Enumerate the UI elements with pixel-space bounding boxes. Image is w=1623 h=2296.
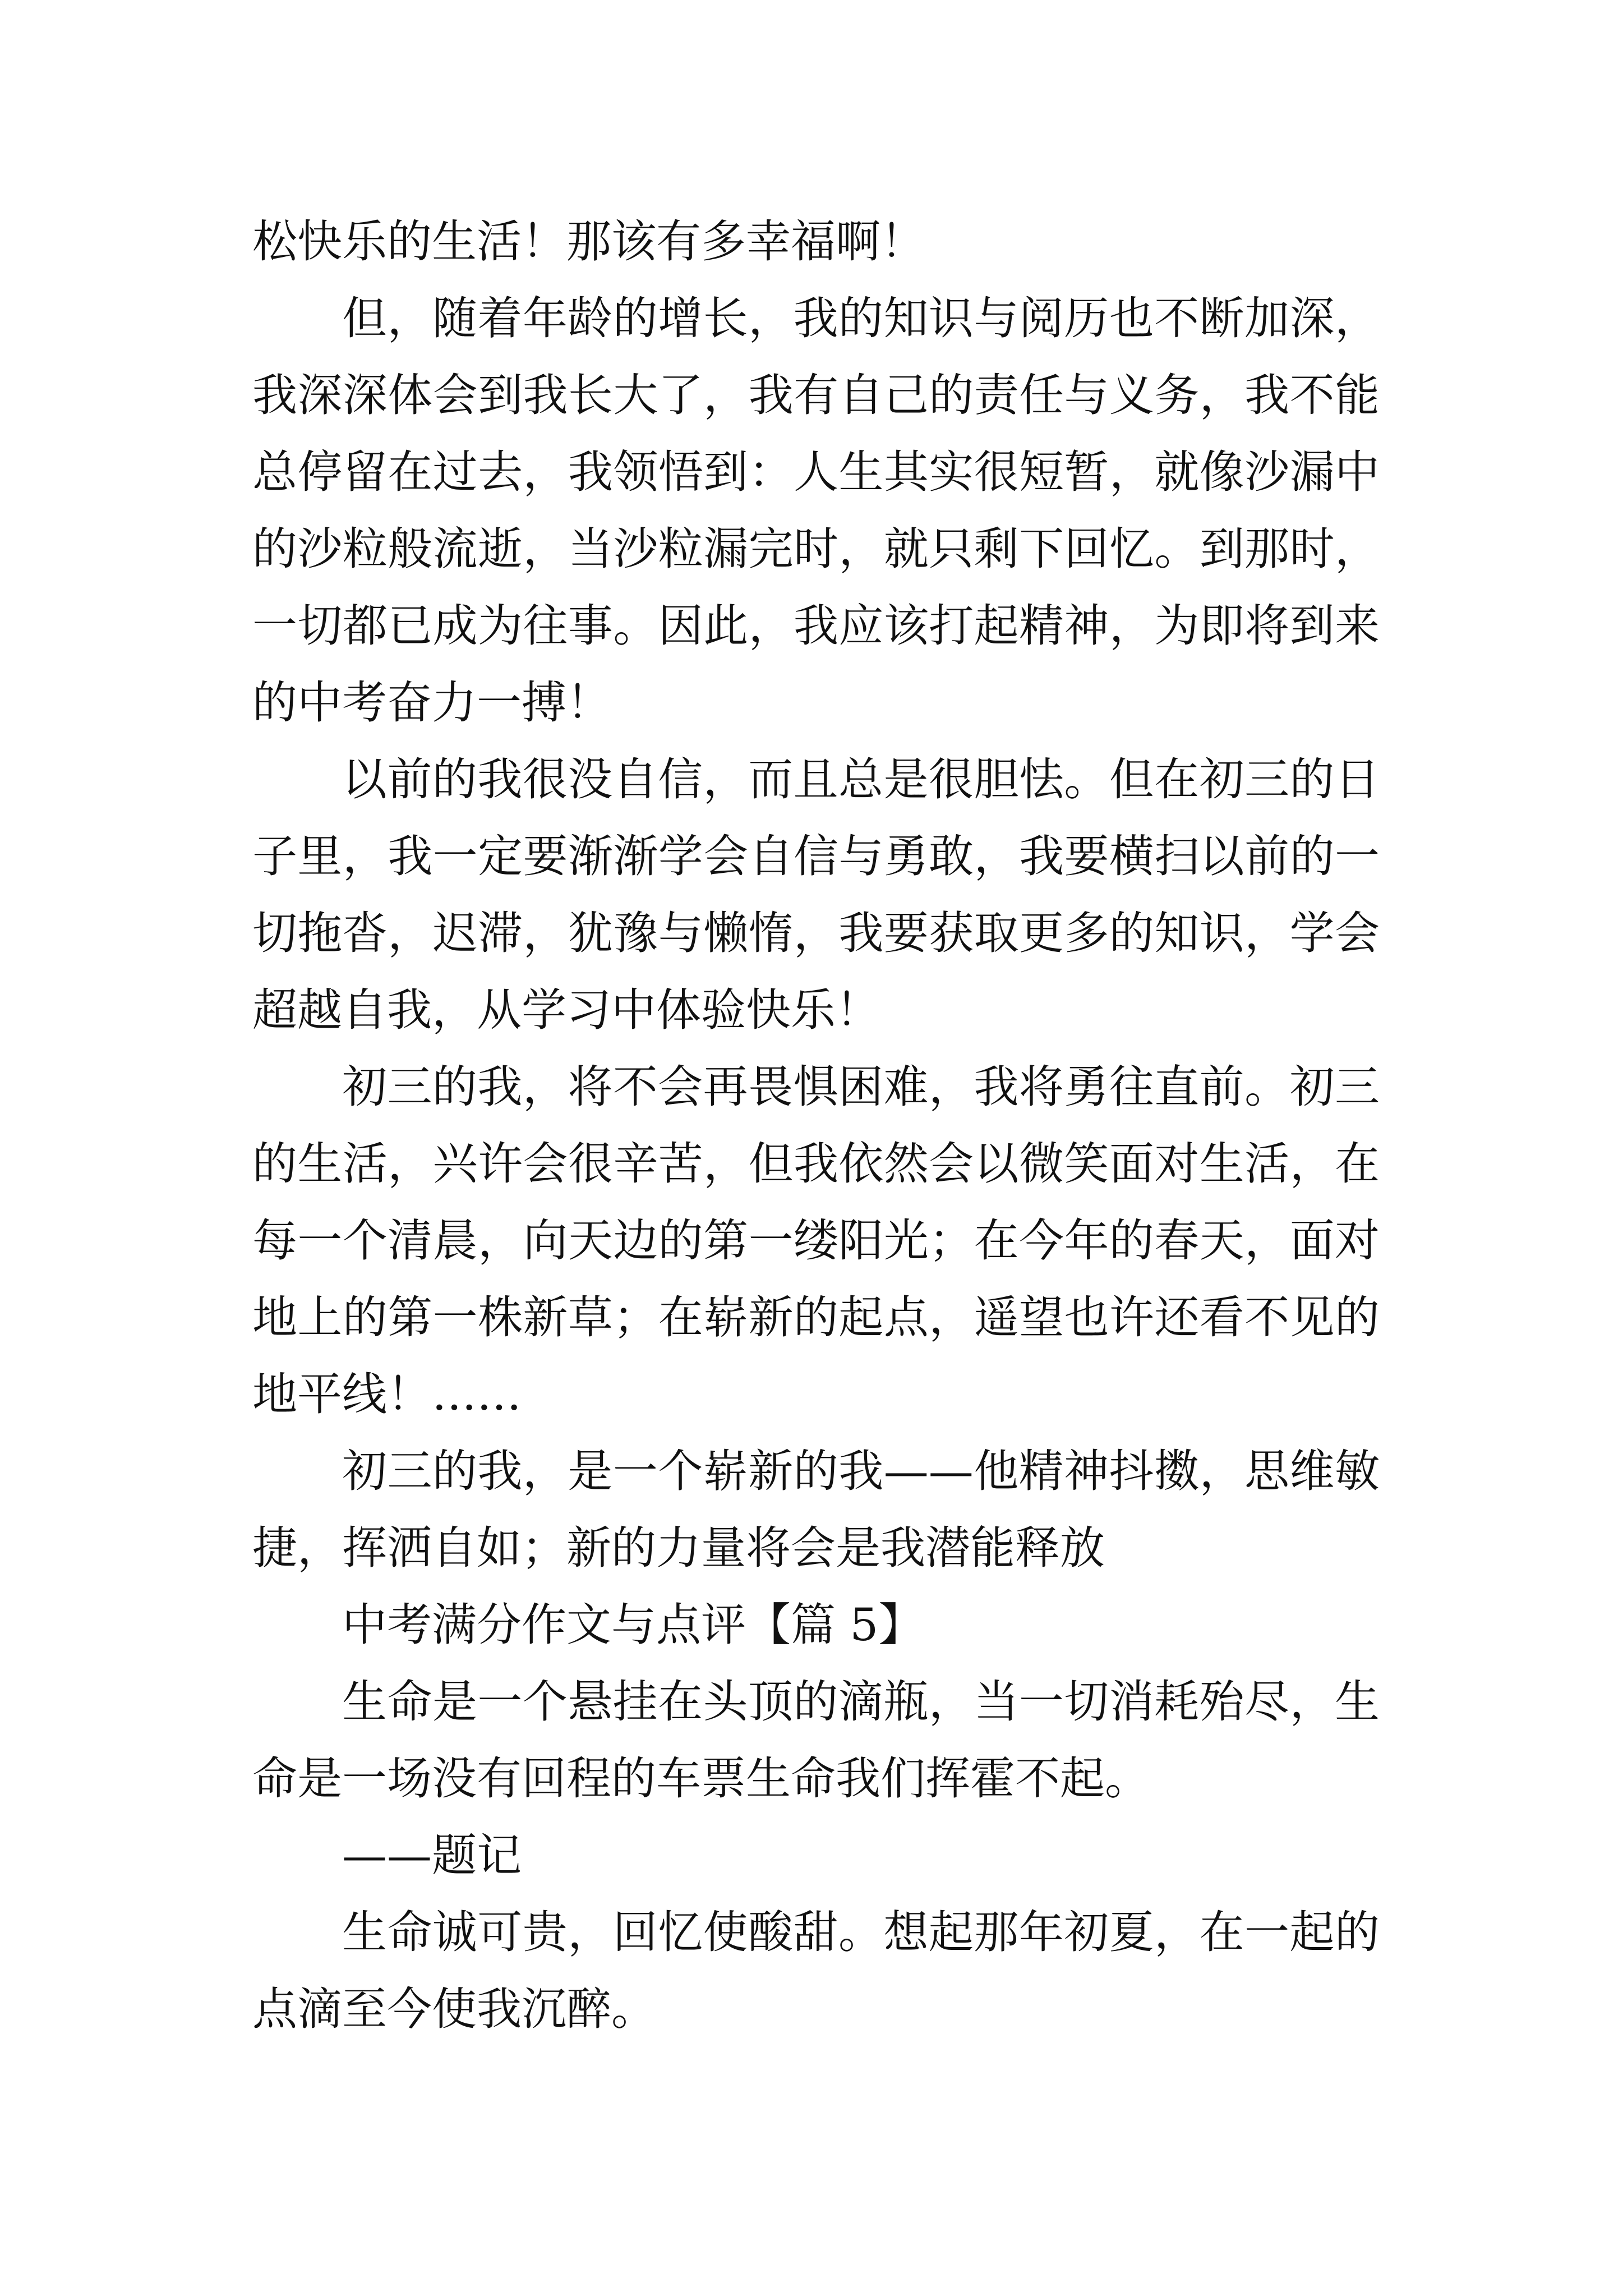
paragraph-continuation: 松快乐的生活！那该有多幸福啊！ (252, 215, 925, 268)
paragraph: 初三的我，将不会再畏惧困难，我将勇往直前。初三的生活，兴许会很辛苦，但我依然会以微笑面对生活，在每一个清晨，向天边的第一缕阳光；在今年的春天，面对地上的第一株新草；在崭新的起点，遥望也许还看不见的地平线！…… (252, 1061, 1380, 1420)
paragraph: 生命诚可贵，回忆使酸甜。想起那年初夏，在一起的点滴至今使我沉醉。 (252, 1906, 1380, 2035)
paragraph: 但，随着年龄的增长，我的知识与阅历也不断加深，我深深体会到我长大了，我有自己的责任与义务，我不能总停留在过去，我领悟到：人生其实很短暂，就像沙漏中的沙粒般流逝，当沙粒漏完时，就只剩下回忆。到那时，一切都已成为往事。因此，我应该打起精神，为即将到来的中考奋力一搏！ (252, 292, 1380, 729)
document-body (252, 203, 1380, 2047)
section-heading: 中考满分作文与点评【篇 5】 (342, 1599, 924, 1651)
paragraph: 初三的我，是一个崭新的我——他精神抖擞，思维敏捷，挥洒自如；新的力量将会是我潜能释放 (252, 1445, 1380, 1574)
paragraph: 以前的我很没自信，而且总是很胆怯。但在初三的日子里，我一定要渐渐学会自信与勇敢，我要横扫以前的一切拖沓，迟滞，犹豫与懒惰，我要获取更多的知识，学会超越自我，从学习中体验快乐！ (252, 753, 1380, 1036)
paragraph: 生命是一个悬挂在头顶的滴瓶，当一切消耗殆尽，生命是一场没有回程的车票生命我们挥霍不起。 (252, 1676, 1380, 1805)
epigraph-attribution: ——题记 (342, 1829, 522, 1881)
